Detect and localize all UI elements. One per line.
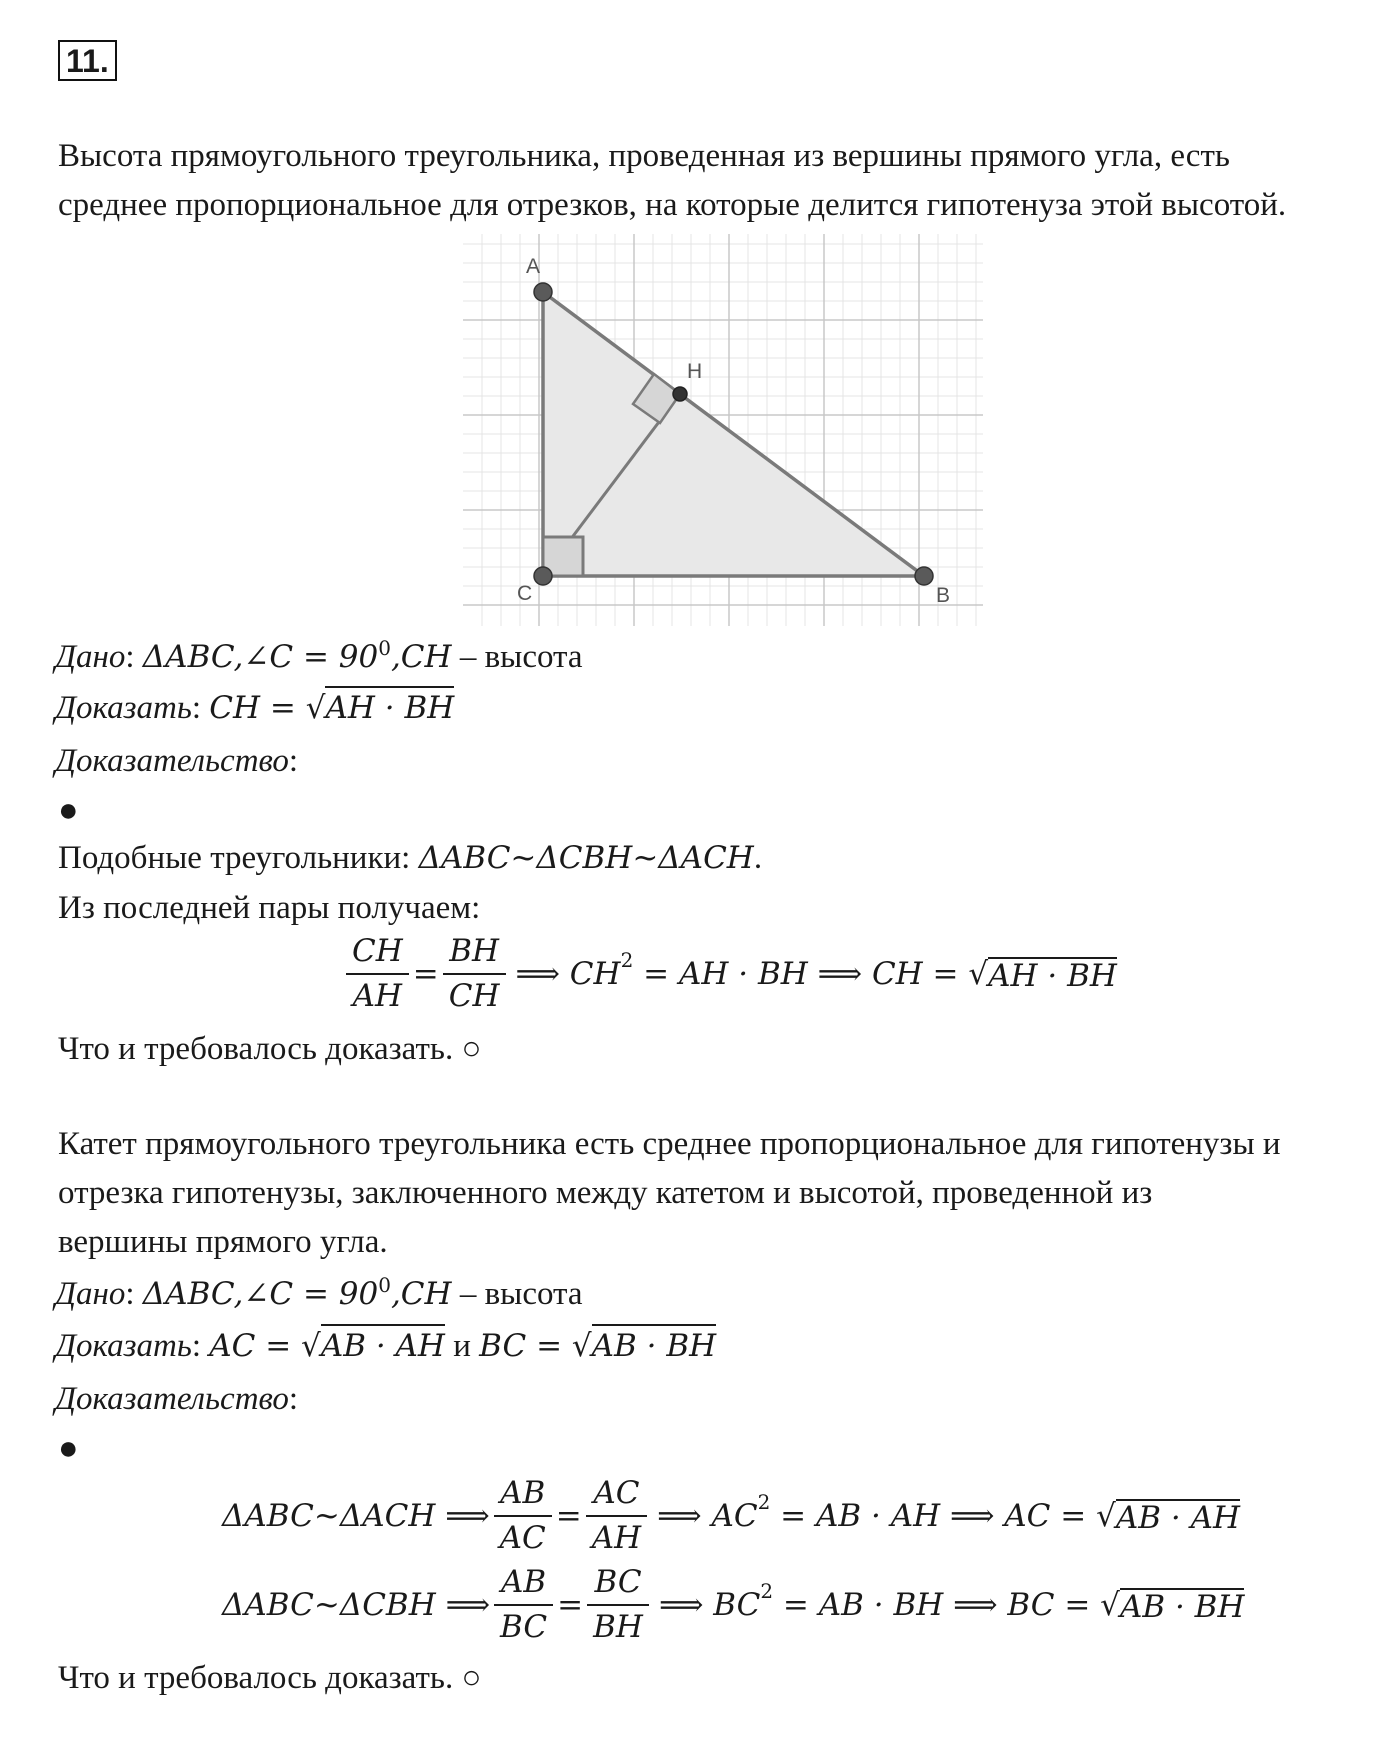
similar-text: Подобные треугольники: — [58, 840, 419, 876]
theorem2-line1: Катет прямоугольного треугольника есть среднее пропорциональное для гипотенузы и — [58, 1126, 1281, 1162]
given-sup-2: 0 — [378, 1273, 391, 1297]
given-sup: 0 — [378, 636, 391, 660]
similar-end: . — [753, 840, 763, 876]
equation-1 — [342, 933, 1117, 1014]
prove-label-2: Доказать — [55, 1328, 192, 1364]
equation3-sup: 2 — [760, 1579, 774, 1603]
given-text-2: – высота — [451, 1276, 583, 1312]
fraction-ch-ah: $\frac{CH}{AH}$ — [346, 936, 409, 1012]
given-math-2: ΔABC,∠C = 90 — [142, 1276, 379, 1312]
point-h — [673, 387, 687, 401]
equation3-rest2: = AB · BH ⟹ BC = √ — [773, 1586, 1120, 1623]
equation3-rest1: ⟹ BC — [658, 1586, 761, 1623]
point-b — [915, 567, 933, 585]
equation3-lead: ΔABC~ΔCBH ⟹ — [222, 1586, 491, 1623]
similar-line — [58, 842, 762, 875]
triangle-figure — [463, 234, 983, 626]
equals-sign-3: = — [557, 1586, 584, 1623]
equation-sup: 2 — [620, 948, 634, 972]
equation2-lead: ΔABC~ΔACH ⟹ — [222, 1497, 490, 1534]
fraction-ab-bc: $\frac{AB}{BC}$ — [494, 1567, 553, 1643]
proof-label-2: Доказательство — [55, 1381, 289, 1417]
theorem1-line1: Высота прямоугольного треугольника, проведенная из вершины прямого угла, есть — [58, 138, 1230, 174]
prove-radicand-bc: AB · BH — [592, 1324, 717, 1364]
given-math2-2: ,CH — [390, 1276, 452, 1312]
given-label: Дано — [55, 639, 126, 675]
similar-math: ΔABC~ΔCBH~ΔACH — [418, 840, 754, 876]
given-math: ΔABC,∠C = 90 — [142, 639, 379, 675]
prove-math-bc: BC = √ — [479, 1328, 592, 1364]
equation-2 — [222, 1475, 1240, 1556]
proof-line-1: Доказательство: — [55, 743, 299, 779]
theorem2-line2: отрезка гипотенузы, заключенного между катетом и высотой, проведенной из — [58, 1175, 1153, 1211]
given-line-1: Дано: ΔABC,∠C = $90^0,CH$ – высота — [55, 636, 583, 675]
prove-line-1: Доказать: CH = √AH · BH — [55, 692, 454, 725]
proof-label: Доказательство — [55, 743, 289, 779]
bullet-1: ● — [58, 792, 79, 829]
problem-number: 11. — [58, 40, 117, 81]
equation-rest2: = AH · BH ⟹ CH = √ — [633, 955, 989, 992]
equation-rest1: ⟹ CH — [515, 955, 621, 992]
equation-3 — [222, 1564, 1245, 1645]
equation3-radicand: AB · BH — [1119, 1588, 1245, 1625]
point-a — [534, 283, 552, 301]
label-h: H — [687, 360, 703, 383]
given-line-2: Дано: ΔABC,∠C = $90^0,CH$ – высота — [55, 1273, 583, 1312]
equation2-radicand: AB · AH — [1115, 1499, 1240, 1536]
proof-line-2: Доказательство: — [55, 1381, 299, 1417]
prove-line-2: Доказать: AC = √AB · AH и BC = √AB · BH — [55, 1330, 716, 1363]
label-b: B — [936, 584, 951, 607]
equals-sign-2: = — [555, 1497, 582, 1534]
qed-1: Что и требовалось доказать. ○ — [58, 1031, 482, 1067]
point-c — [534, 567, 552, 585]
equation2-rest2: = AB · AH ⟹ AC = √ — [770, 1497, 1116, 1534]
prove-and: и — [444, 1328, 480, 1364]
equals-sign: = — [412, 955, 439, 992]
label-c: C — [517, 582, 533, 605]
fraction-bc-bh: $\frac{BC}{BH}$ — [587, 1567, 649, 1643]
qed-2: Что и требовалось доказать. ○ — [58, 1660, 482, 1696]
fraction-bh-ch: $\frac{BH}{CH}$ — [443, 936, 506, 1012]
given-text: – высота — [451, 639, 583, 675]
fraction-ac-ah: $\frac{AC}{AH}$ — [586, 1478, 647, 1554]
prove-radicand-ac: AB · AH — [321, 1324, 445, 1364]
theorem2-line3: вершины прямого угла. — [58, 1224, 388, 1260]
prove-label: Доказать — [55, 690, 192, 726]
equation2-sup: 2 — [757, 1490, 771, 1514]
bullet-2: ● — [58, 1430, 79, 1467]
prove-radicand: AH · BH — [325, 686, 454, 726]
fraction-ab-ac: $\frac{AB}{AC}$ — [494, 1478, 552, 1554]
equation2-rest1: ⟹ AC — [657, 1497, 758, 1534]
given-math2: ,CH — [390, 639, 452, 675]
prove-math: CH = √ — [209, 690, 326, 726]
given-label-2: Дано — [55, 1276, 126, 1312]
theorem1-line2: среднее пропорциональное для отрезков, на которые делится гипотенуза этой высотой. — [58, 187, 1287, 223]
from-last-pair: Из последней пары получаем: — [58, 890, 481, 926]
label-a: A — [526, 255, 541, 278]
equation-radicand: AH · BH — [988, 957, 1117, 994]
prove-math-ac: AC = √ — [209, 1328, 321, 1364]
